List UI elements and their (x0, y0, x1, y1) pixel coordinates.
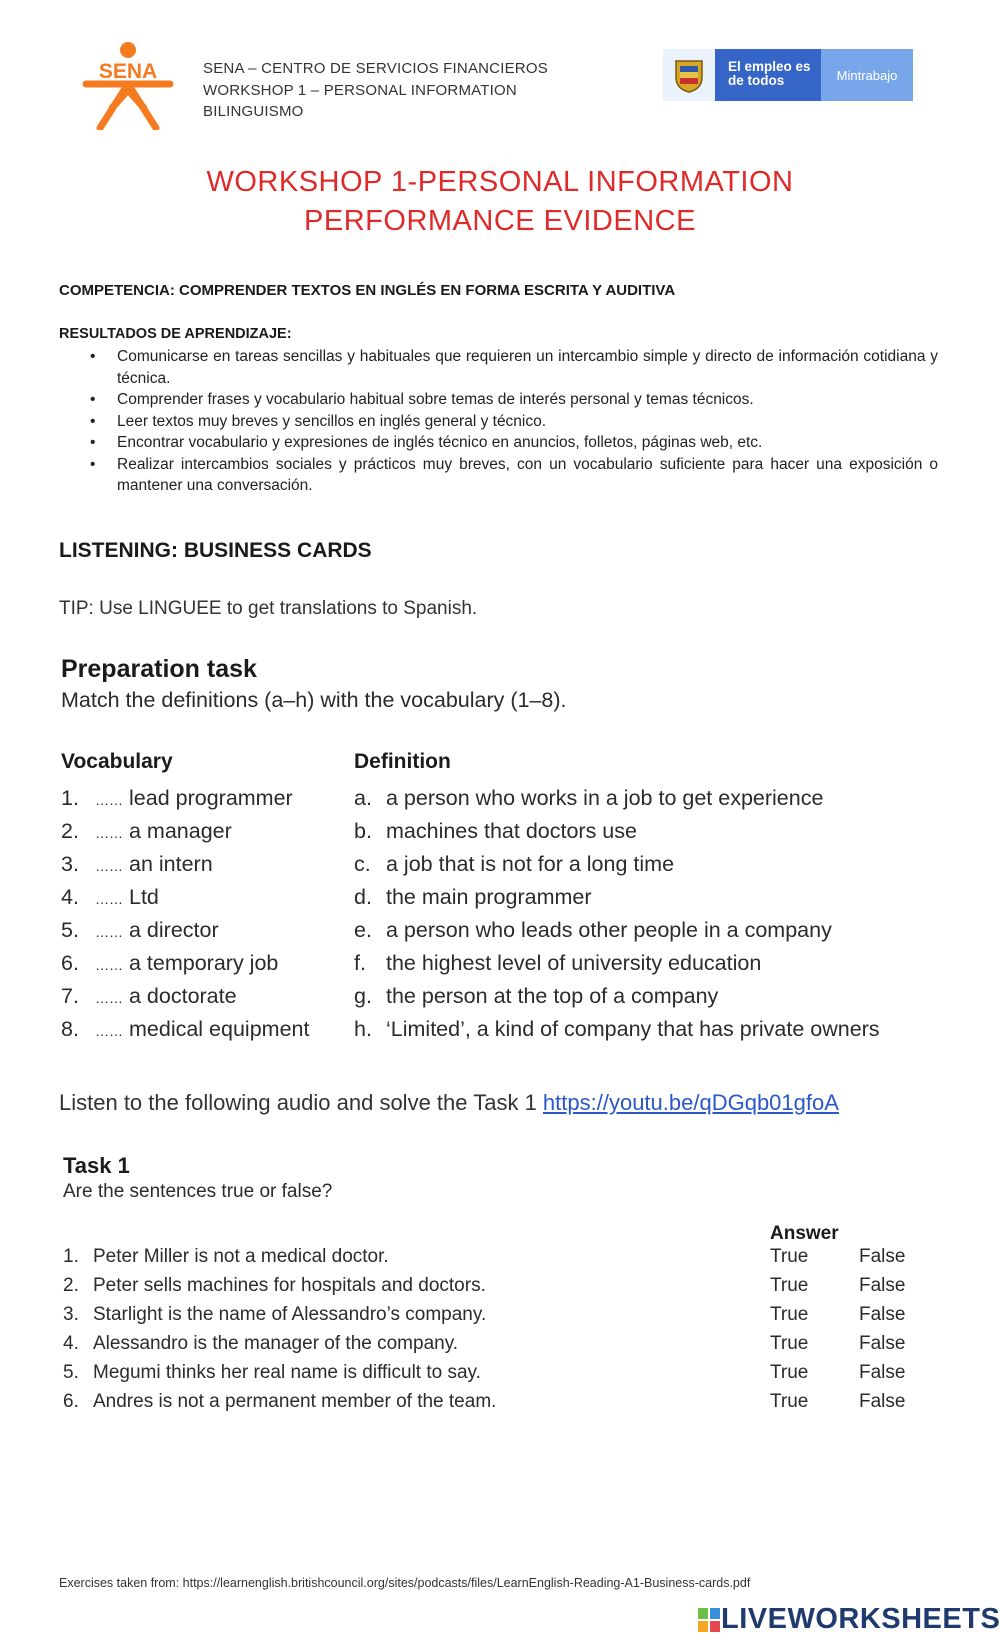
true-option[interactable]: True (770, 1246, 809, 1267)
source-citation: Exercises taken from: https://learnenglish.britishcouncil.org/sites/podcasts/files/LearnEnglish-Reading-A1-Business-cards.pdf (59, 1576, 751, 1590)
false-option[interactable]: False (859, 1304, 906, 1325)
task1-row-6: 6. Andres is not a permanent member of the team. True False (63, 1391, 906, 1412)
liveworksheets-text: LIVEWORKSHEETS (721, 1603, 1000, 1635)
sena-logo (82, 42, 174, 130)
false-option[interactable]: False (859, 1246, 906, 1267)
false-option[interactable]: False (859, 1275, 906, 1296)
gov-empleo-text: El empleo es de todos (715, 49, 821, 101)
answer-blank[interactable]: …… (95, 825, 123, 841)
task1-title: Task 1 (63, 1153, 130, 1178)
answer-blank[interactable]: …… (95, 924, 123, 940)
false-option[interactable]: False (859, 1333, 906, 1354)
definition-item-e: e. a person who leads other people in a company (354, 918, 832, 942)
definition-item-f: f. the highest level of university education (354, 951, 762, 975)
true-option[interactable]: True (770, 1304, 809, 1325)
true-option[interactable]: True (770, 1391, 809, 1412)
true-option[interactable]: True (770, 1333, 809, 1354)
false-option[interactable]: False (859, 1362, 906, 1383)
list-item: • Comunicarse en tareas sencillas y habituales que requieren un intercambio simple y directo de información cotidiana y técnica. (90, 348, 938, 387)
listen-instruction: Listen to the following audio and solve the Task 1 https://youtu.be/qDGqb01gfoA (59, 1090, 839, 1115)
sena-logo-text: SENA (98, 60, 158, 83)
resultados-list (90, 346, 938, 497)
listening-heading: LISTENING: BUSINESS CARDS (59, 539, 372, 562)
colombia-seal-icon (663, 49, 715, 101)
mintrabajo-text: Mintrabajo (821, 49, 913, 101)
definition-item-g: g. the person at the top of a company (354, 984, 719, 1008)
preparation-title: Preparation task (61, 655, 257, 683)
task1-row-4: 4. Alessandro is the manager of the company. True False (63, 1333, 906, 1354)
vocab-item-7: 7. …… a doctorate (61, 984, 237, 1008)
answer-blank[interactable]: …… (95, 1023, 123, 1039)
answer-blank[interactable]: …… (95, 990, 123, 1006)
header-line-3: BILINGUISMO (203, 103, 304, 120)
liveworksheets-logo (697, 1603, 1000, 1636)
main-title-line-1: WORKSHOP 1-PERSONAL INFORMATION (206, 166, 794, 198)
list-item: • Realizar intercambios sociales y prácticos muy breves, con un vocabulario suficiente para hacer una exposición o mantener una conversación. (90, 455, 938, 494)
true-option[interactable]: True (770, 1275, 809, 1296)
header-line-2: WORKSHOP 1 – PERSONAL INFORMATION (203, 81, 517, 99)
definition-item-h: h. ‘Limited’, a kind of company that has private owners (354, 1017, 880, 1041)
task1-subtitle: Are the sentences true or false? (63, 1181, 333, 1202)
tip-text: TIP: Use LINGUEE to get translations to Spanish. (59, 598, 478, 619)
definition-heading: Definition (354, 750, 451, 773)
resultados-heading: RESULTADOS DE APRENDIZAJE: (59, 326, 292, 342)
definition-item-c: c. a job that is not for a long time (354, 852, 675, 876)
false-option[interactable]: False (859, 1391, 906, 1412)
vocab-item-5: 5. …… a director (61, 918, 219, 942)
header-lines (203, 58, 548, 123)
task1-row-5: 5. Megumi thinks her real name is difficult to say. True False (63, 1362, 906, 1383)
definition-item-a: a. a person who works in a job to get experience (354, 786, 824, 810)
vocab-item-4: 4. …… Ltd (61, 885, 159, 909)
vocab-item-3: 3. …… an intern (61, 852, 213, 876)
answer-blank[interactable]: …… (95, 891, 123, 907)
header-line-1: SENA – CENTRO DE SERVICIOS FINANCIEROS (203, 60, 548, 77)
list-item: • Comprender frases y vocabulario habitual sobre temas de interés personal y temas técnicos. (90, 389, 938, 411)
task1-row-3: 3. Starlight is the name of Alessandro’s company. True False (63, 1304, 906, 1325)
vocab-item-1: 1. …… lead programmer (61, 786, 293, 810)
vocabulary-heading: Vocabulary (61, 750, 173, 773)
answer-heading: Answer (770, 1223, 839, 1244)
preparation-subtitle: Match the definitions (a–h) with the vocabulary (1–8). (61, 688, 567, 712)
competencia: COMPETENCIA: COMPRENDER TEXTOS EN INGLÉS EN FORMA ESCRITA Y AUDITIVA (59, 282, 676, 299)
answer-blank[interactable]: …… (95, 858, 123, 874)
bullet-icon: • (90, 434, 96, 451)
audio-link[interactable]: https://youtu.be/qDGqb01gfoA (542, 1090, 839, 1115)
main-title-line-2: PERFORMANCE EVIDENCE (304, 205, 696, 237)
answer-blank[interactable]: …… (95, 957, 123, 973)
bullet-icon: • (90, 391, 96, 408)
definition-item-d: d. the main programmer (354, 885, 592, 909)
answer-blank[interactable]: …… (95, 792, 123, 808)
list-item: • Leer textos muy breves y sencillos en inglés general y técnico. (90, 411, 938, 433)
liveworksheets-icon (697, 1607, 721, 1633)
bullet-icon: • (90, 455, 96, 473)
vocab-item-8: 8. …… medical equipment (61, 1017, 310, 1041)
list-item: • Encontrar vocabulario y expresiones de inglés técnico en anuncios, folletos, páginas web, etc. (90, 432, 938, 454)
task1-row-2: 2. Peter sells machines for hospitals and doctors. True False (63, 1275, 906, 1296)
vocab-item-6: 6. …… a temporary job (61, 951, 279, 975)
bullet-icon: • (90, 412, 96, 430)
bullet-icon: • (90, 348, 96, 365)
gov-banner (663, 49, 913, 101)
definition-item-b: b. machines that doctors use (354, 819, 637, 843)
vocab-item-2: 2. …… a manager (61, 819, 232, 843)
task1-row-1: 1. Peter Miller is not a medical doctor. True False (63, 1246, 906, 1267)
true-option[interactable]: True (770, 1362, 809, 1383)
